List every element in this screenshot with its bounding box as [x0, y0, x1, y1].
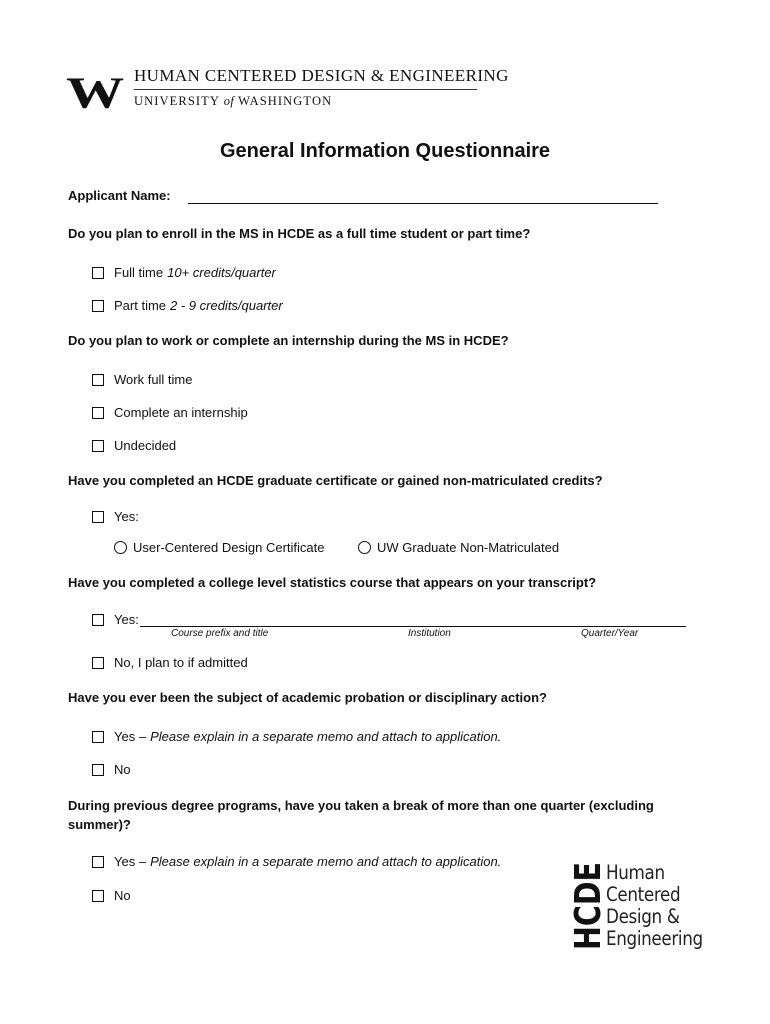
statistics-yes-checkbox[interactable] — [92, 614, 104, 626]
applicant-name-label: Applicant Name: — [68, 188, 171, 203]
radio-ucd-certificate[interactable]: User-Centered Design Certificate — [114, 540, 324, 555]
work-full-time-checkbox[interactable] — [92, 374, 104, 386]
option-undecided[interactable]: Undecided — [92, 438, 176, 453]
applicant-name-field[interactable] — [188, 203, 658, 204]
question-break: During previous degree programs, have you taken a break of more than one quarter (excluding summer)? — [68, 798, 654, 832]
caption-institution: Institution — [408, 628, 451, 639]
option-full-time[interactable]: Full time 10+ credits/quarter — [92, 265, 276, 280]
option-part-time[interactable]: Part time 2 - 9 credits/quarter — [92, 298, 283, 313]
undecided-checkbox[interactable] — [92, 440, 104, 452]
hcde-acronym: HCDE — [568, 845, 610, 950]
statistics-no-checkbox[interactable] — [92, 657, 104, 669]
part-time-checkbox[interactable] — [92, 300, 104, 312]
option-statistics-no[interactable]: No, I plan to if admitted — [92, 655, 248, 670]
option-probation-no[interactable]: No — [92, 762, 131, 777]
question-probation: Have you ever been the subject of academic probation or disciplinary action? — [68, 690, 547, 705]
caption-quarter-year: Quarter/Year — [581, 628, 639, 639]
radio-non-matriculated[interactable]: UW Graduate Non-Matriculated — [358, 540, 559, 555]
break-no-checkbox[interactable] — [92, 890, 104, 902]
probation-yes-checkbox[interactable] — [92, 731, 104, 743]
hcde-acronym-logo — [568, 845, 610, 952]
option-break-yes[interactable]: Yes – Please explain in a separate memo and attach to application. — [92, 854, 501, 869]
question-work-internship: Do you plan to work or complete an internship during the MS in HCDE? — [68, 333, 509, 348]
full-time-checkbox[interactable] — [92, 267, 104, 279]
university-name: UNIVERSITY of WASHINGTON — [134, 94, 333, 108]
option-probation-yes[interactable]: Yes – Please explain in a separate memo and attach to application. — [92, 729, 501, 744]
w-letter: W — [66, 68, 125, 118]
option-certificate-yes[interactable]: Yes: — [92, 509, 139, 524]
caption-course: Course prefix and title — [171, 628, 269, 639]
option-break-no[interactable]: No — [92, 888, 131, 903]
header-rule — [134, 89, 477, 90]
break-yes-checkbox[interactable] — [92, 856, 104, 868]
question-enrollment: Do you plan to enroll in the MS in HCDE as a full time student or part time? — [68, 226, 531, 241]
uw-w-logo — [66, 68, 125, 118]
internship-checkbox[interactable] — [92, 407, 104, 419]
option-work-full-time[interactable]: Work full time — [92, 372, 193, 387]
statistics-course-field[interactable] — [140, 626, 686, 627]
hcde-wordmark: Human Centered Design & Engineering — [606, 861, 703, 950]
non-matriculated-radio[interactable] — [358, 541, 371, 554]
question-certificate: Have you completed an HCDE graduate certificate or gained non-matriculated credits? — [68, 473, 603, 488]
ucd-certificate-radio[interactable] — [114, 541, 127, 554]
certificate-yes-checkbox[interactable] — [92, 511, 104, 523]
option-internship[interactable]: Complete an internship — [92, 405, 248, 420]
department-name: HUMAN CENTERED DESIGN & ENGINEERING — [134, 66, 509, 85]
probation-no-checkbox[interactable] — [92, 764, 104, 776]
question-statistics: Have you completed a college level statistics course that appears on your transcript? — [68, 575, 597, 590]
option-statistics-yes[interactable]: Yes: — [92, 612, 139, 627]
page-title: General Information Questionnaire — [219, 140, 551, 162]
